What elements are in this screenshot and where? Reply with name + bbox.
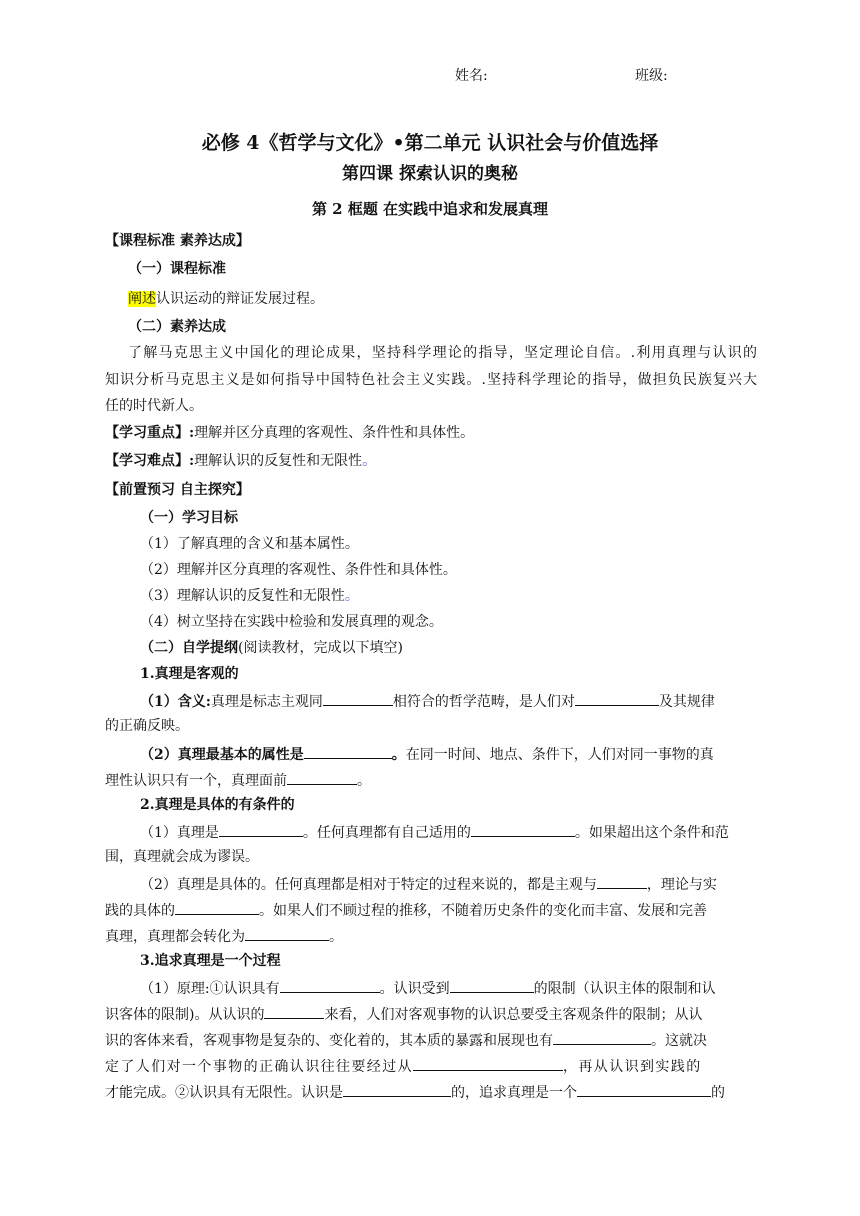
sec2-heading: 2.真理是具体的有条件的	[140, 797, 295, 813]
sec1-b-line1	[140, 743, 714, 765]
sec1-a-text1: 真理是标志主观同	[210, 694, 323, 710]
sec2-b-text6: 。	[329, 929, 343, 945]
sec2-b-text1: （2）真理是具体的。任何真理都是相对于特定的过程来说的，都是主观与	[140, 877, 597, 893]
sec2-a-text2: 。任何真理都有自己适用的	[302, 825, 471, 841]
sec2-b-text5: 真理，真理都会转化为	[105, 929, 245, 945]
difficult-point	[105, 451, 376, 471]
goals-heading: （一）学习目标	[140, 510, 238, 526]
outline-note: (阅读教材，完成以下填空)	[238, 640, 403, 656]
sec3-text12: 的	[711, 1085, 725, 1101]
goal-3-dot: 。	[344, 588, 359, 604]
blank-field[interactable]	[450, 977, 534, 993]
goal-4: （4）树立坚持在实践中检验和发展真理的观念。	[140, 614, 443, 630]
blank-field[interactable]	[175, 899, 259, 915]
key-point-text: 理解并区分真理的客观性、条件性和具体性。	[194, 425, 475, 441]
blank-field[interactable]	[553, 1029, 651, 1045]
sec1-b-line2	[105, 769, 371, 791]
sec1-b-text2: 在同一时间、地点、条件下，人们对同一事物的真	[405, 747, 714, 763]
sec3-text1: （1）原理:①认识具有	[140, 981, 280, 997]
sec1-b-text4: 。	[357, 773, 371, 789]
difficult-point-label: 【学习难点】:	[105, 453, 195, 469]
goal-3	[140, 586, 359, 606]
sec2-b-text3: 践的具体的	[105, 903, 175, 919]
highlight-text: 阐述	[128, 291, 156, 307]
blank-field[interactable]	[597, 873, 647, 889]
blank-field[interactable]	[264, 1003, 324, 1019]
sec1-b-label: （2）真理最基本的属性是	[140, 747, 304, 763]
class-label: 班级:	[635, 68, 668, 84]
outline-heading-line	[140, 638, 403, 658]
sec3-line4	[105, 1055, 702, 1077]
sec3-text4: 识客体的限制)。从认识的	[105, 1007, 265, 1023]
sec3-text11: 的，追求真理是一个	[451, 1085, 577, 1101]
sec2-b-line3	[105, 925, 343, 947]
frame-title: 第 2 框题 在实践中追求和发展真理	[311, 200, 549, 218]
standards-heading: 【课程标准 素养达成】	[105, 233, 250, 249]
sec3-text9: ，再从认识到实践的	[563, 1059, 702, 1075]
standards-sub1: （一）课程标准	[128, 261, 226, 277]
difficult-point-dot: 。	[362, 453, 377, 469]
sec3-text3: 的限制（认识主体的限制和认	[533, 981, 716, 997]
sec1-a-label: （1）含义:	[140, 694, 211, 710]
sec3-text5: 来看，人们对客观事物的认识总要受主客观条件的限制；从认	[324, 1007, 703, 1023]
sec1-a-text2: 相符合的哲学范畴，是人们对	[392, 694, 575, 710]
blank-field[interactable]	[219, 821, 303, 837]
sec1-b-text3: 理性认识只有一个，真理面前	[105, 773, 287, 789]
sec1-a-line1	[140, 690, 715, 712]
blank-field[interactable]	[280, 977, 380, 993]
lesson-title: 第四课 探索认识的奥秘	[342, 164, 518, 184]
standards-item-text: 认识运动的辩证发展过程。	[156, 291, 324, 307]
sec1-heading: 1.真理是客观的	[140, 666, 239, 682]
preview-heading: 【前置预习 自主探究】	[105, 482, 250, 498]
sec2-b-text2: ，理论与实	[646, 877, 717, 893]
blank-field[interactable]	[577, 1081, 711, 1097]
blank-field[interactable]	[323, 690, 393, 706]
sec1-b-text1: 。	[391, 747, 406, 763]
goal-3-text: （3）理解认识的反复性和无限性	[140, 588, 345, 604]
sec3-line2	[105, 1003, 702, 1025]
goal-1: （1）了解真理的含义和基本属性。	[140, 536, 359, 552]
sec3-line3	[105, 1029, 707, 1051]
sec2-b-line1	[140, 873, 717, 895]
sec3-line5	[105, 1081, 725, 1103]
literacy-p2: 知识分析马克思主义是如何指导中国特色社会主义实践。.坚持科学理论的指导，做担负民族复兴大	[105, 372, 757, 388]
blank-field[interactable]	[287, 769, 357, 785]
sec3-text10: 才能完成。②认识具有无限性。认识是	[105, 1085, 343, 1101]
sec3-line1	[140, 977, 716, 999]
sec3-text8: 定了人们对一个事物的正确认识往往要经过从	[105, 1059, 413, 1075]
outline-heading: （二）自学提纲	[140, 640, 238, 656]
sec2-a-line2: 围，真理就会成为谬误。	[105, 849, 259, 865]
blank-field[interactable]	[304, 743, 392, 759]
main-title: 必修 4《哲学与文化》•第二单元 认识社会与价值选择	[201, 132, 659, 154]
blank-field[interactable]	[413, 1055, 563, 1071]
blank-field[interactable]	[471, 821, 575, 837]
sec3-text7: 。这就决	[651, 1033, 707, 1049]
blank-field[interactable]	[343, 1081, 451, 1097]
blank-field[interactable]	[575, 690, 659, 706]
sec2-a-text1: （1）真理是	[140, 825, 219, 841]
sec1-a-text3: 及其规律	[658, 694, 715, 710]
sec2-a-line1	[140, 821, 729, 843]
blank-field[interactable]	[245, 925, 329, 941]
sec3-heading: 3.追求真理是一个过程	[140, 953, 281, 969]
sec3-text6: 识的客体来看，客观事物是复杂的、变化着的，其本质的暴露和展现也有	[105, 1033, 553, 1049]
sec1-a-line2: 的正确反映。	[105, 718, 189, 734]
standards-item	[128, 289, 324, 309]
literacy-p3: 任的时代新人。	[105, 398, 203, 414]
difficult-point-text: 理解认识的反复性和无限性	[194, 453, 363, 469]
sec2-a-text3: 。如果超出这个条件和范	[574, 825, 729, 841]
literacy-p1: 了解马克思主义中国化的理论成果，坚持科学理论的指导，坚定理论自信。.利用真理与认识的	[128, 345, 757, 361]
key-point-label: 【学习重点】:	[105, 425, 195, 441]
sec2-b-text4: 。如果人们不顾过程的推移，不随着历史条件的变化而丰富、发展和完善	[259, 903, 707, 919]
key-point	[105, 423, 474, 443]
sec2-b-line2	[105, 899, 707, 921]
sec3-text2: 。认识受到	[379, 981, 450, 997]
name-label: 姓名:	[455, 68, 488, 84]
standards-sub2: （二）素养达成	[128, 319, 226, 335]
goal-2: （2）理解并区分真理的客观性、条件性和具体性。	[140, 562, 457, 578]
